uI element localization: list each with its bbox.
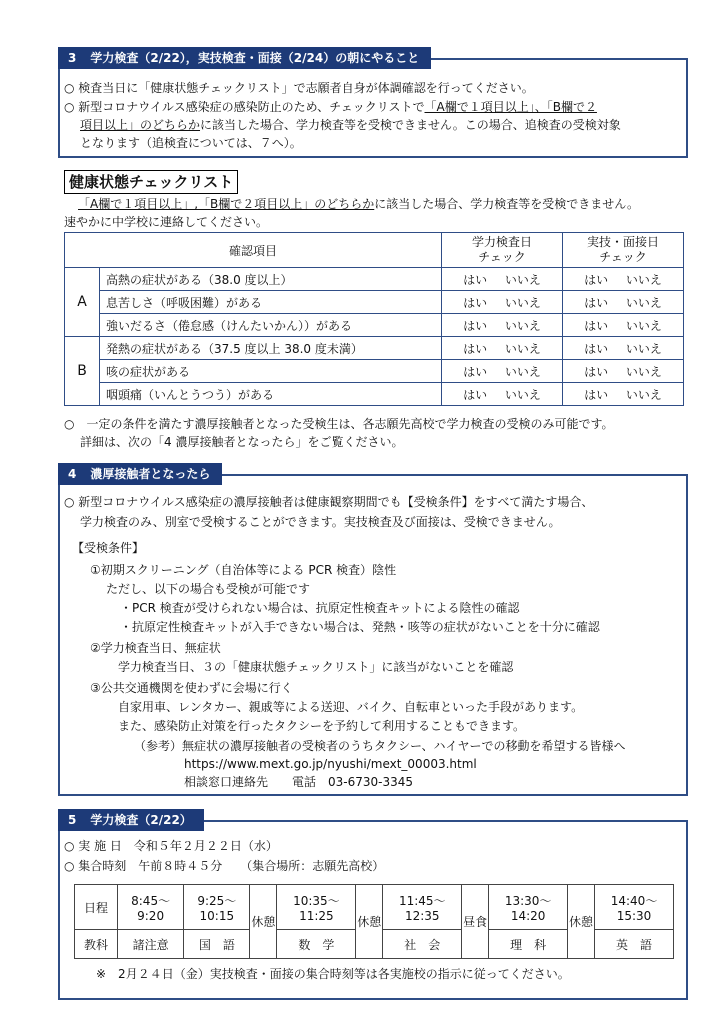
schedule-subject: 理 科 <box>489 930 568 959</box>
schedule-subject: 社 会 <box>383 930 462 959</box>
group-b-label: B <box>65 337 100 406</box>
section5-note: ※ 2月２４日（金）実技検査・面接の集合時刻等は各実施校の指示に従ってください。 <box>96 967 570 981</box>
checklist-note1b: に該当した場合、学力検査等を受検できません。 <box>374 197 639 211</box>
checklist-row <box>65 337 684 360</box>
schedule-row-label: 教科 <box>75 930 118 959</box>
schedule-time <box>184 885 250 930</box>
skill-day-yes-no[interactable]: はい いいえ <box>563 360 684 383</box>
section4-number: 4 <box>68 467 77 481</box>
schedule-subject: 国 語 <box>184 930 250 959</box>
section5-title: 学力検査（2/22） <box>90 813 192 827</box>
condition-3-note2: また、感染防止対策を行ったタクシーを予約して利用することもできます。 <box>118 719 526 733</box>
checklist-item: 強いだるさ（倦怠感（けんたいかん））がある <box>100 314 442 337</box>
exam-day-yes-no[interactable]: はい いいえ <box>442 291 563 314</box>
col-header-exam-l1: 学力検査日 <box>471 235 532 249</box>
exam-day-yes-no[interactable]: はい いいえ <box>442 268 563 291</box>
schedule-subject: 数 学 <box>277 930 356 959</box>
condition-2: ②学力検査当日、無症状 <box>90 641 221 655</box>
checklist-row <box>65 383 684 406</box>
exam-day-yes-no[interactable]: はい いいえ <box>442 360 563 383</box>
checklist-footnote1: ○ 一定の条件を満たす濃厚接触者となった受検生は、各志願先高校で学力検査の受検のみ可能です。 <box>64 417 614 431</box>
slot-start: 13:30〜 <box>504 893 552 908</box>
col-header-exam-l2: チェック <box>478 250 526 264</box>
reference-contact: 相談窓口連絡先 電話 03-6730-3345 <box>184 775 414 789</box>
col-header-item: 確認項目 <box>65 233 442 268</box>
section4-title: 濃厚接触者となったら <box>90 467 211 481</box>
checklist-footnote2: 詳細は、次の「4 濃厚接触者となったら」をご覧ください。 <box>80 435 404 449</box>
skill-day-yes-no[interactable]: はい いいえ <box>563 314 684 337</box>
section3-line2a: ○ 新型コロナウイルス感染症の感染防止のため、チェックリストで <box>64 100 425 114</box>
section3-line3 <box>80 117 621 133</box>
condition-1-bullet2: ・抗原定性検査キットが入手できない場合は、発熱・咳等の症状がないことを十分に確認 <box>120 620 600 634</box>
checklist-note1a: 「A欄で１項目以上」,「B欄で２項目以上」のどちらか <box>78 197 375 211</box>
checklist-row <box>65 314 684 337</box>
checklist-item: 高熱の症状がある（38.0 度以上） <box>100 268 442 291</box>
schedule-time <box>489 885 568 930</box>
condition-1: ①初期スクリーニング（自治体等による PCR 検査）陰性 <box>90 563 397 577</box>
exam-date: ○ 実 施 日 令和５年２月２２日（水） <box>64 839 278 853</box>
section3-line2 <box>64 99 597 115</box>
reference-line: （参考）無症状の濃厚接触者の受検者のうちタクシー、ハイヤーでの移動を希望する皆様へ <box>134 739 626 753</box>
section3-line1: ○ 検査当日に「健康状態チェックリスト」で志願者自身が体調確認を行ってください。 <box>64 81 534 95</box>
exam-day-yes-no[interactable]: はい いいえ <box>442 337 563 360</box>
col-header-skill-l1: 実技・面接日 <box>586 235 659 249</box>
group-a-label: A <box>65 268 100 337</box>
schedule-row-label: 日程 <box>75 885 118 930</box>
condition-1-bullet1: ・PCR 検査が受けられない場合は、抗原定性検査キットによる陰性の確認 <box>120 601 520 615</box>
section3-number: 3 <box>68 51 77 65</box>
slot-end: 11:25 <box>299 908 334 923</box>
slot-end: 14:20 <box>510 908 546 923</box>
reference-url-link[interactable]: https://www.mext.go.jp/nyushi/mext_00003.html <box>184 757 477 771</box>
checklist-item: 咳の症状がある <box>100 360 442 383</box>
skill-day-yes-no[interactable]: はい いいえ <box>563 268 684 291</box>
lunch-cell: 昼食 <box>462 885 489 959</box>
condition-3-note1: 自家用車、レンタカー、親戚等による送迎、バイク、自転車といった手段があります。 <box>118 700 584 714</box>
conditions-title: 【受検条件】 <box>72 541 145 555</box>
break-cell: 休憩 <box>356 885 383 959</box>
section4-line2: 学力検査のみ、別室で受検することができます。実技検査及び面接は、受検できません。 <box>80 515 561 529</box>
col-header-skill-l2: チェック <box>599 250 647 264</box>
section3-title: 学力検査（2/22），実技検査・面接（2/24）の朝にやること <box>90 51 420 65</box>
schedule-time <box>118 885 184 930</box>
section5-header <box>58 809 204 831</box>
checklist-row <box>65 360 684 383</box>
section4-line1: ○ 新型コロナウイルス感染症の濃厚接触者は健康観察期間でも【受検条件】をすべて満たす場合、 <box>64 495 594 509</box>
slot-start: 10:35〜 <box>293 893 340 908</box>
checklist-item: 発熱の症状がある（37.5 度以上 38.0 度未満） <box>100 337 442 360</box>
slot-start: 9:25〜 <box>197 893 237 908</box>
section3-line4: となります（追検査については、７へ）。 <box>80 136 302 150</box>
health-checklist-table <box>64 232 684 406</box>
condition-2-note: 学力検査当日、３の「健康状態チェックリスト」に該当がないことを確認 <box>118 660 514 674</box>
exam-schedule-table <box>74 884 674 959</box>
slot-end: 9:20 <box>137 908 165 923</box>
checklist-header-row <box>65 233 684 268</box>
break-cell: 休憩 <box>250 885 277 959</box>
schedule-time <box>277 885 356 930</box>
skill-day-yes-no[interactable]: はい いいえ <box>563 337 684 360</box>
section3-header <box>58 47 431 69</box>
assembly-time: ○ 集合時刻 午前８時４５分 （集合場所：志願先高校） <box>64 859 385 873</box>
condition-1-note: ただし、以下の場合も受検が可能です <box>106 582 311 596</box>
col-header-skill <box>563 233 684 268</box>
checklist-note2: 速やかに中学校に連絡してください。 <box>64 215 269 229</box>
condition-3: ③公共交通機関を使わずに会場に行く <box>90 681 293 695</box>
checklist-row <box>65 291 684 314</box>
schedule-subject: 諸注意 <box>118 930 184 959</box>
checklist-item: 咽頭痛（いんとうつう）がある <box>100 383 442 406</box>
slot-end: 15:30 <box>616 908 652 923</box>
slot-start: 11:45〜 <box>398 893 446 908</box>
slot-start: 14:40〜 <box>610 893 658 908</box>
section3-line3a: 項目以上」のどちらか <box>80 118 201 132</box>
section4-header <box>58 463 222 485</box>
checklist-title: 健康状態チェックリスト <box>64 170 238 194</box>
section5-number: 5 <box>68 813 77 827</box>
col-header-exam <box>442 233 563 268</box>
skill-day-yes-no[interactable]: はい いいえ <box>563 383 684 406</box>
checklist-note1 <box>78 196 639 212</box>
section3-line2b: 「A欄で１項目以上」、「B欄で２ <box>424 100 597 114</box>
exam-day-yes-no[interactable]: はい いいえ <box>442 383 563 406</box>
checklist-item: 息苦しさ（呼吸困難）がある <box>100 291 442 314</box>
slot-end: 12:35 <box>404 908 440 923</box>
exam-day-yes-no[interactable]: はい いいえ <box>442 314 563 337</box>
section3-line3b: に該当した場合、学力検査等を受検できません。この場合、追検査の受検対象 <box>200 118 621 132</box>
break-cell: 休憩 <box>568 885 595 959</box>
skill-day-yes-no[interactable]: はい いいえ <box>563 291 684 314</box>
schedule-time <box>595 885 674 930</box>
checklist-row <box>65 268 684 291</box>
slot-start: 8:45〜 <box>131 893 171 908</box>
slot-end: 10:15 <box>199 908 235 923</box>
schedule-time <box>383 885 462 930</box>
schedule-subject: 英 語 <box>595 930 674 959</box>
schedule-time-row <box>75 885 674 930</box>
